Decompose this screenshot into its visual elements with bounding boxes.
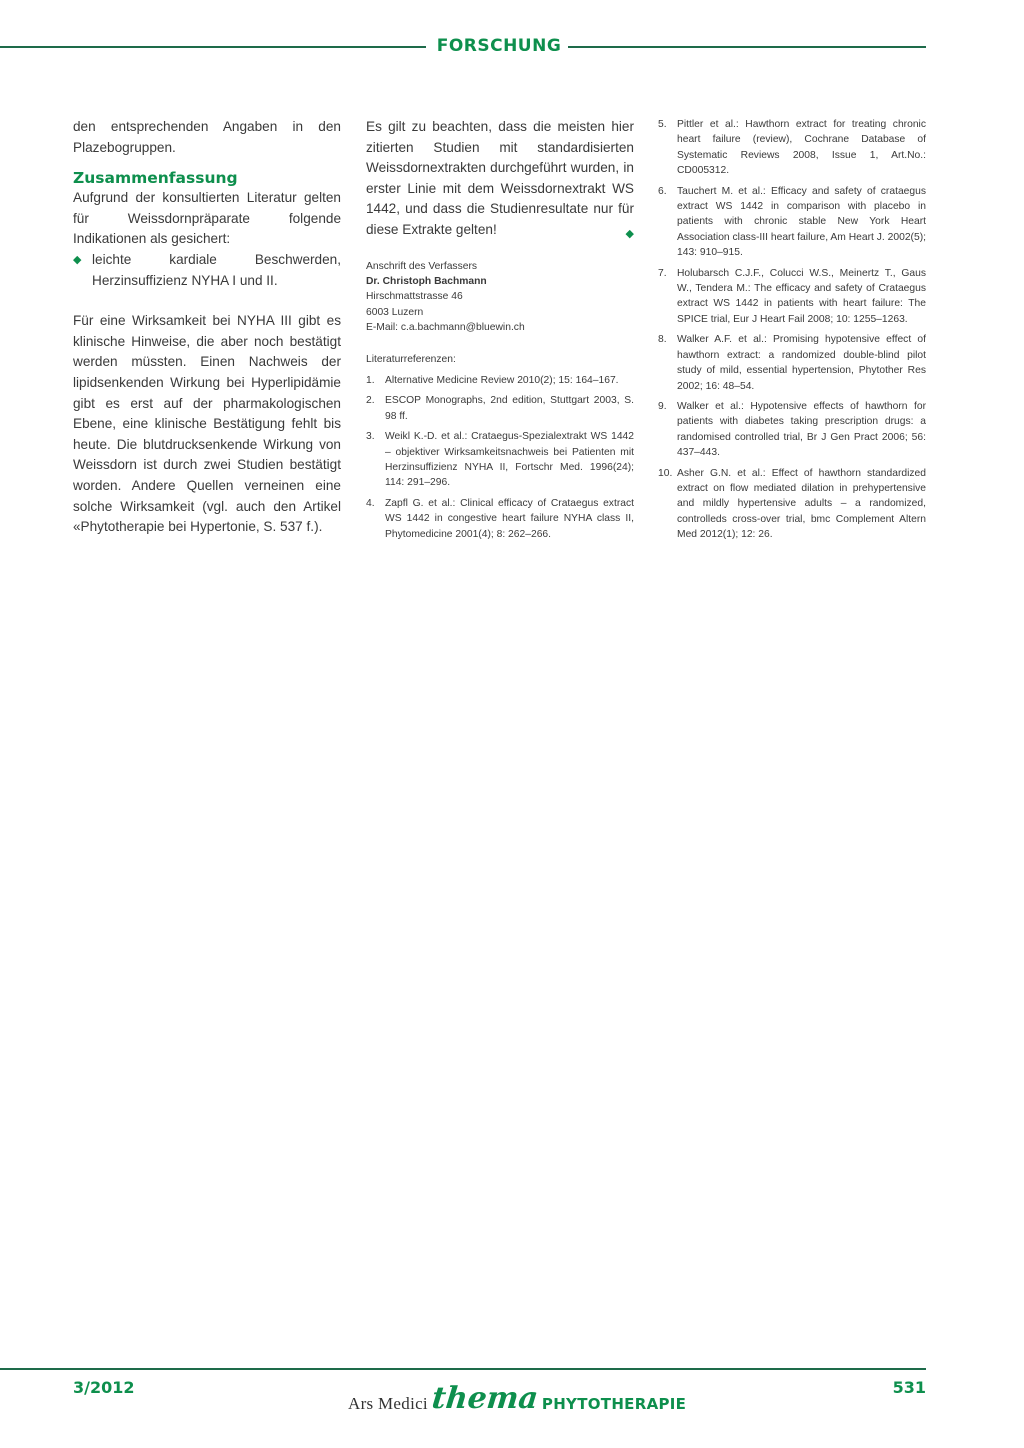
reference-number: 6.: [658, 185, 667, 197]
address-label: Anschrift des Verfassers: [366, 260, 478, 272]
reference-text: Asher G.N. et al.: Effect of hawthorn standardized extract on flow mediated dilation in prehypertensive and mildly hypertensive adults – a randomized, controlleds cross-over trial, bmc Complement Altern Med 2012(1); 12: 26.: [677, 467, 926, 541]
end-diamond-icon: ◆: [625, 227, 634, 240]
reference-item: [658, 266, 926, 328]
summary-paragraph: Aufgrund der konsultierten Literatur gelten für Weissdornpräparate folgende Indikationen als gesichert:: [73, 190, 341, 247]
address-city: 6003 Luzern: [366, 306, 424, 318]
reference-text: Weikl K.-D. et al.: Crataegus-Spezialextrakt WS 1442 – objektiver Wirksamkeitsnachweis bei Patienten mit Herzinsuffizienz NYHA II, Fortschr Med. 1996(24); 114: 291–296.: [385, 431, 634, 489]
reference-item: [658, 466, 926, 543]
address-street: Hirschmattstrasse 46: [366, 291, 463, 303]
reference-number: 7.: [658, 267, 667, 279]
reference-text: Zapfl G. et al.: Clinical efficacy of Crataegus extract WS 1442 in congestive heart failure NYHA class II, Phytomedicine 2001(4); 8: 262–266.: [385, 497, 634, 540]
indication-bullet: [73, 250, 341, 291]
reference-number: 9.: [658, 400, 667, 412]
reference-list-part-1: [366, 373, 634, 542]
reference-text: Walker A.F. et al.: Promising hypotensive effect of hawthorn extract: a randomized double-blind pilot study of mild, essential hypertension, Phytother Res 2002; 16: 48–54.: [677, 334, 926, 392]
summary-heading: Zusammenfassung: [73, 169, 238, 188]
reference-number: 5.: [658, 119, 667, 130]
reference-item: [366, 429, 634, 491]
reference-text: Pittler et al.: Hawthorn extract for treating chronic heart failure (review), Cochrane Database of Systematic Reviews 2008, Issue 1, Art.No.: CD005312.: [677, 119, 926, 177]
header-rule-right: [568, 46, 926, 48]
references-title: Literaturreferenzen:: [366, 353, 456, 365]
section-title: FORSCHUNG: [436, 36, 562, 56]
brand-ars-medici: Ars Medici: [348, 1394, 428, 1413]
reference-text: Alternative Medicine Review 2010(2); 15: 164–167.: [385, 375, 619, 386]
reference-number: 4.: [366, 497, 375, 509]
bullet-text: leichte kardiale Beschwerden, Herzinsuffizienz NYHA I und II.: [92, 251, 341, 288]
issue-number: 3/2012: [73, 1378, 135, 1397]
header-rule-left: [0, 46, 426, 48]
reference-text: Holubarsch C.J.F., Colucci W.S., Meinertz T., Gaus W., Tendera M.: The efficacy and safety of Crataegus extract WS 1442 in patients with heart failure: The SPICE trial, Eur J Heart Fail 2008; 10: 1255–1263.: [677, 267, 926, 325]
column-1: [73, 117, 341, 538]
page-number: 531: [892, 1378, 926, 1397]
reference-item: [366, 373, 634, 388]
brand-thema: thema: [430, 1381, 540, 1416]
reference-text: Walker et al.: Hypotensive effects of hawthorn for patients with diabetes taking prescription drugs: a randomised controlled trial, Br J Gen Pract 2006; 56: 437–443.: [677, 400, 926, 459]
reference-item: [658, 332, 926, 394]
reference-text: Tauchert M. et al.: Efficacy and safety of crataegus extract WS 1442 in comparison with placebo in patients with chronic stable New York Heart Association class-III heart failure, Am Heart J. 2002(5); 143: 910–915.: [677, 185, 926, 259]
intro-text: den entsprechenden Angaben in den Plazebogruppen.: [73, 119, 341, 155]
author-name: Dr. Christoph Bachmann: [366, 275, 487, 287]
reference-number: 8.: [658, 334, 667, 346]
column-2: [366, 117, 634, 547]
reference-item: [366, 496, 634, 542]
reference-list-part-2: [658, 117, 926, 548]
magazine-brand: [348, 1374, 686, 1414]
reference-item: [658, 399, 926, 461]
reference-item: [658, 184, 926, 261]
reference-number: 2.: [366, 395, 375, 407]
reference-item: [366, 393, 634, 424]
reference-number: 3.: [366, 431, 375, 443]
note-text: Es gilt zu beachten, dass die meisten hier zitierten Studien mit standardisierten Weissdornextrakten durchgeführt wurden, in erster Linie mit dem Weissdornextrakt WS 1442, und dass die Studienresultate nur für diese Extrakte gelten!: [366, 119, 634, 237]
note-paragraph: [366, 117, 634, 241]
diamond-bullet-icon: ◆: [73, 253, 82, 266]
author-address: [366, 259, 634, 336]
reference-number: 1.: [366, 375, 375, 386]
author-email: E-Mail: c.a.bachmann@bluewin.ch: [366, 322, 525, 334]
footer-rule: [0, 1368, 926, 1370]
brand-section: PHYTOTHERAPIE: [541, 1395, 687, 1413]
reference-text: ESCOP Monographs, 2nd edition, Stuttgart 2003, S. 98 ff.: [385, 395, 634, 422]
reference-number: 10.: [658, 467, 673, 479]
paragraph-spacer: [73, 291, 341, 311]
reference-item: [658, 117, 926, 179]
efficacy-paragraph: Für eine Wirksamkeit bei NYHA III gibt es klinische Hinweise, die aber noch bestätigt werden müssten. Einen Nachweis der lipidsenkenden Wirkung bei Hyperlipidämie gibt es erst auf der pharmakologischen Ebene, eine klinische Bestätigung fehlt bis heute. Die blutdrucksenkende Wirkung von Weissdorn ist durch zwei Studien bestätigt worden. Andere Quellen verneinen eine solche Wirksamkeit (vgl. auch den Artikel «Phytotherapie bei Hypertonie, S. 537 f.).: [73, 313, 341, 535]
